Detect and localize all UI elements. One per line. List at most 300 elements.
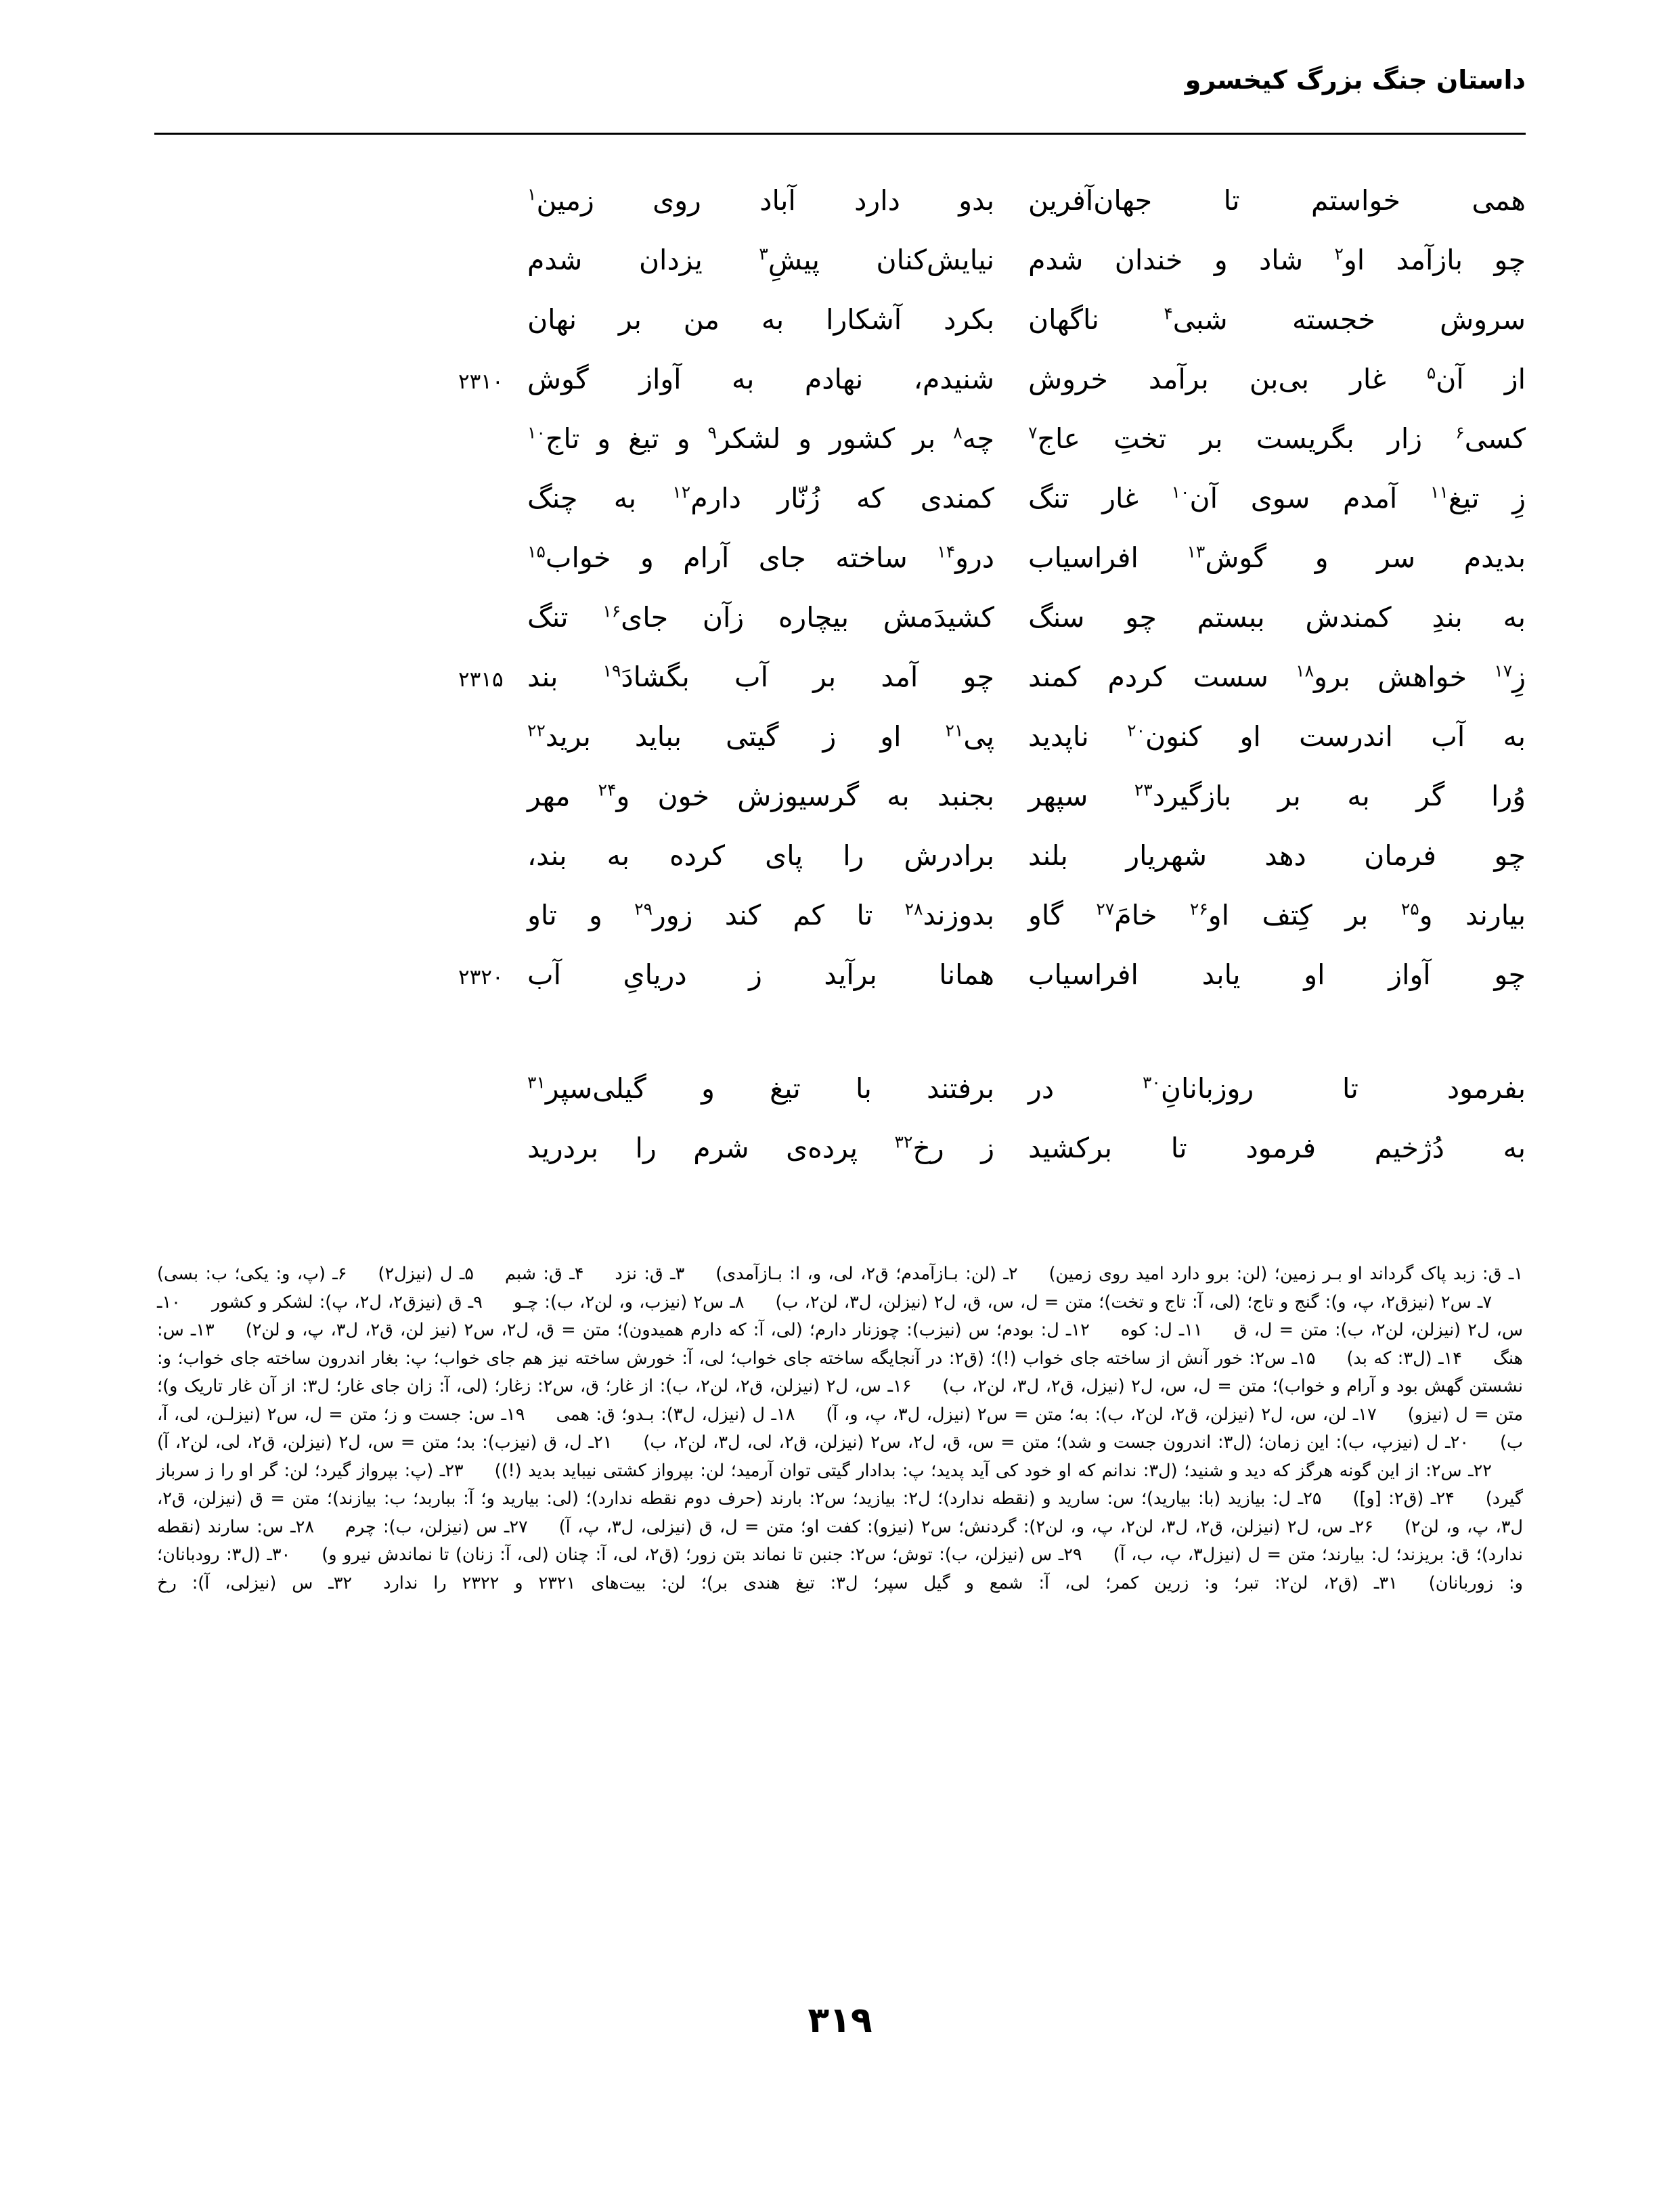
note-marker: ۹ [707, 422, 717, 443]
verse-word: گیتی [726, 720, 779, 753]
note-separator [612, 1429, 643, 1457]
verse-word: برآمد [1148, 363, 1209, 395]
couplet-row [154, 422, 1526, 485]
hemistich-right [1001, 363, 1526, 395]
couplet-row [154, 482, 1526, 544]
verse-word: چو [1125, 601, 1157, 634]
verse-word: ز [981, 1132, 994, 1164]
hemistich-right [1001, 899, 1526, 931]
verse-word: و$^{۲۴}$ [598, 780, 630, 812]
verse-word: تنگ [1028, 482, 1069, 514]
verse-word: درو$^{۱۴}$ [937, 541, 994, 574]
verse-word: زار [1388, 422, 1423, 455]
verse-word: او [880, 720, 902, 753]
verse-word: بفرمود [1446, 1072, 1526, 1105]
verse-word: روزبانانِ$^{۳۰}$ [1142, 1072, 1254, 1105]
note-marker: ۱ [527, 184, 537, 204]
note-separator [684, 1260, 715, 1289]
verse-word: به [613, 482, 637, 514]
note-marker: ۶ [1455, 422, 1465, 443]
verse-word: رخ$^{۳۲}$ [894, 1132, 944, 1164]
verse-word: به [1503, 720, 1526, 753]
verse-word: به [606, 839, 630, 872]
verse-word: و [701, 1072, 715, 1105]
note-separator [795, 1401, 826, 1430]
couplet-row [154, 363, 1526, 425]
verse-word: کرده [669, 839, 726, 872]
critical-apparatus [157, 1260, 1523, 1597]
verse-word: آمدم [1343, 482, 1398, 514]
apparatus-note: ۳۰ـ (ل۳: رودبانان؛ و: زوربانان) [157, 1545, 1523, 1593]
note-separator [911, 1373, 942, 1401]
hemistich-right [1001, 184, 1526, 217]
verse-word: تا [1223, 184, 1240, 217]
verse-word: بندِ [1432, 601, 1463, 634]
hemistich-left [527, 782, 1001, 810]
note-separator [1469, 1429, 1500, 1457]
verse-word: آب [734, 661, 768, 693]
verse-word: خندان [1114, 244, 1183, 276]
note-separator [483, 1289, 514, 1317]
verse-word: بر [1199, 422, 1223, 455]
verse-word: خواهش [1377, 661, 1467, 693]
apparatus-note: ۱۱ـ ل: کوه [1120, 1320, 1203, 1340]
apparatus-note: ۱۹ـ س: جست و ز؛ متن = ل، س۲ (نیزلـن، لی، آ، ب) [157, 1404, 1523, 1453]
verse-word: که [856, 482, 885, 514]
verse-word: افراسیاب [1028, 541, 1139, 574]
note-marker: ۲ [1334, 244, 1344, 264]
verse-word: خون [657, 780, 710, 812]
running-head: داستان جنگ بزرگ کیخسرو [1185, 65, 1526, 95]
verse-word: را [843, 839, 864, 872]
verse-word: بباید [634, 720, 682, 753]
verse-number: ۲۳۱۰ [458, 370, 504, 394]
note-separator [1398, 1570, 1429, 1598]
verse-word: او$^۲$ [1334, 244, 1365, 276]
verse-word: ز [749, 958, 762, 991]
verse-word: آواز [639, 363, 682, 395]
verse-word: بدیدم [1463, 541, 1526, 574]
hemistich-right [1001, 541, 1526, 574]
hemistich-left [527, 363, 1001, 395]
apparatus-note: ۳ـ ق: نزد [615, 1264, 685, 1284]
verse-word: زمین$^۱$ [527, 184, 594, 217]
note-separator [1377, 1401, 1408, 1430]
hemistich-right [1001, 663, 1526, 691]
verse-word: و [597, 422, 611, 455]
verse-word: دریایِ [623, 958, 687, 991]
verse-word: افراسیاب [1028, 958, 1139, 991]
hemistich-left [527, 958, 1001, 991]
verse-word: زِ [1512, 482, 1526, 514]
hemistich-left [527, 839, 1001, 872]
verse-word: کِتف [1262, 899, 1312, 931]
verse-word: من [683, 303, 720, 336]
verse-word: مهر [527, 780, 571, 812]
verse-word: جهان‌آفرین [1028, 184, 1153, 217]
verse-word: چه$^۸$ [953, 422, 994, 455]
hemistich-right [1001, 1072, 1526, 1105]
apparatus-note: ۱۴ـ (ل۳: که بد) [1346, 1348, 1463, 1369]
verse-word: بگشادَ$^{۱۹}$ [602, 661, 690, 693]
note-marker: ۵ [1426, 363, 1436, 383]
apparatus-note: ۱۷ـ لن، س، ل۲ (نیزلن، ق۲، لن۲، ب): به؛ متن = س۲ (نیزل، ل۳، پ، و، آ) [826, 1404, 1377, 1425]
verse-word: یزدان [638, 244, 703, 276]
couplet-row [154, 958, 1526, 1021]
verse-word: تاج$^{۱۰}$ [527, 422, 580, 455]
apparatus-note: ۲۹ـ س (نیزلن، ب): توش؛ س۲: جنبن تا نماند بتن زور؛ (ق۲، لی، آ: چنان (لی، آ: زنان) تا نماندش نیرو و) [322, 1545, 1082, 1565]
verse-word: گر [1416, 780, 1445, 812]
stanza-row [154, 1134, 1526, 1194]
verse-word: دهد [1264, 839, 1306, 872]
note-separator [290, 1541, 322, 1570]
verse-word: و [1214, 244, 1228, 276]
note-marker: ۱۴ [937, 541, 956, 562]
verse-word: شاد [1259, 244, 1304, 276]
verse-word: نهادم [804, 363, 864, 395]
verse-word: چو [963, 661, 994, 693]
verse-word: دارد [854, 184, 900, 217]
verse-word: سست [1193, 661, 1268, 693]
verse-word: برید$^{۲۲}$ [527, 720, 591, 753]
verse-word: بر [618, 303, 642, 336]
verse-word: به [1503, 601, 1526, 634]
verse-word: و [798, 422, 812, 455]
apparatus-note: ۸ـ س۲ (نیزب، و، لن۲، ب): چـو [513, 1291, 745, 1312]
verse-word: پی$^{۲۱}$ [945, 720, 994, 753]
verse-word: کسی$^۶$ [1455, 422, 1526, 455]
apparatus-note: ۱۳ـ س: هنگ [157, 1320, 1523, 1369]
verse-word: او [1239, 720, 1261, 753]
verse-word: دارم$^{۱۲}$ [672, 482, 742, 514]
verse-word: روی [653, 184, 701, 217]
note-separator [1492, 1457, 1523, 1486]
apparatus-note: ۲۲ـ س۲: از این گونه هرگز که دید و شنید؛ (ل۳: ندانم که او خود کی آید پدید؛ پ: بدادار گیتی توان آرمید؛ لن: بپرواز کشتی نیباید بدید (!)) [494, 1460, 1492, 1481]
verse-word: لشکر$^۹$ [707, 422, 781, 455]
verse-word: چو [1494, 839, 1526, 872]
verse-word: ببستم [1197, 601, 1265, 634]
hemistich-left [527, 663, 1001, 691]
note-separator [525, 1401, 556, 1430]
verse-word: گوش$^{۱۳}$ [1187, 541, 1267, 574]
hemistich-left [527, 482, 1001, 514]
verse-word: ساخته [835, 541, 908, 574]
apparatus-note: ۱۵ـ س۲: خور آنش از ساخته جای خواب (!)؛ (ق۲: در آنجایگه ساخته جای خواب؛ لی، آ: خورش ساخته نیز هم جای خواب؛ پ: بغار اندرون ساخته جای خواب؛ و: نشستن گهش بود و آرام و خواب)؛ متن = ل، س، ل۲ (نیزل، ق۲، ل۳، لن۲، ب) [157, 1348, 1524, 1396]
hemistich-left [527, 184, 1001, 217]
hemistich-right [1001, 422, 1526, 455]
verse-word: یابد [1201, 958, 1241, 991]
verse-word: و [676, 422, 690, 455]
verse-word: برو$^{۱۸}$ [1296, 661, 1350, 693]
verse-word: از [1504, 363, 1526, 395]
note-separator [181, 1289, 212, 1317]
note-separator [1018, 1260, 1049, 1289]
verse-word: بازگیرد$^{۲۳}$ [1134, 780, 1232, 812]
hemistich-right [1001, 1134, 1526, 1162]
verse-word: تیغ$^{۱۱}$ [1430, 482, 1480, 514]
verse-word: آواز [1388, 958, 1431, 991]
verse-word: در [1028, 1072, 1055, 1105]
note-marker: ۲۸ [904, 899, 923, 919]
verse-word: بر [813, 661, 837, 693]
verse-word: خواب$^{۱۵}$ [527, 541, 611, 574]
verse-word: بازآمد [1396, 244, 1463, 276]
verse-word: کردم [1107, 661, 1166, 693]
verse-word: شرم [693, 1132, 749, 1164]
note-separator [583, 1260, 615, 1289]
note-marker: ۳۲ [894, 1132, 913, 1152]
verse-word: آرام [683, 541, 730, 574]
verse-word: آب [1431, 720, 1465, 753]
note-marker: ۳۰ [1142, 1072, 1161, 1092]
hemistich-right [1001, 782, 1526, 810]
verse-word: سروش [1440, 303, 1526, 336]
verse-word: گیلی‌سپر$^{۳۱}$ [527, 1072, 646, 1105]
verse-word: زُنّار [777, 482, 820, 514]
apparatus-note: ۹ـ ق (نیزق۲، ل۲، پ): لشکر و کشور [211, 1291, 483, 1312]
verse-word: چو [1494, 244, 1526, 276]
verse-word: را [635, 1132, 657, 1164]
couplet-list [154, 184, 1526, 1021]
verse-word: اندرست [1299, 720, 1393, 753]
note-separator [314, 1513, 345, 1542]
hemistich-left [527, 1134, 1001, 1162]
verse-word: و [1314, 541, 1329, 574]
verse-word: خروش [1028, 363, 1108, 395]
couplet-row [154, 246, 1526, 306]
hemistich-left [527, 422, 1001, 455]
note-marker: ۳۱ [527, 1072, 546, 1092]
verse-word: دُژخیم [1374, 1132, 1444, 1164]
verse-word: آمد [881, 661, 919, 693]
stanza-gap [154, 1021, 1526, 1075]
verse-word: بردرید [527, 1132, 599, 1164]
note-marker: ۲۴ [598, 780, 617, 800]
note-marker: ۳ [759, 244, 768, 264]
note-separator [1455, 1485, 1486, 1513]
apparatus-note: ۱۲ـ ل: بودم؛ س (نیزب): چوزنار دارم؛ (لی، آ: که دارم همیدون)؛ متن = ق، ل۲، س۲ (نیز لن، ق۲، ل۳، پ، و لن۲) [245, 1320, 1090, 1340]
note-separator [474, 1260, 505, 1289]
verse-word: شنیدم، [913, 363, 994, 395]
verse-word: او [1304, 958, 1325, 991]
verse-word: همانا [939, 958, 994, 991]
verse-word: تا [856, 899, 873, 931]
verse-word: کند [724, 899, 761, 931]
stanza-row [154, 1072, 1526, 1134]
verse-word: پرده‌ی [786, 1132, 858, 1164]
note-separator [1322, 1485, 1353, 1513]
apparatus-note: ۲۳ـ (پ: بپرواز گیرد؛ لن: گر او را ز سرباز گیرد) [157, 1460, 1524, 1509]
apparatus-note: ۲ـ (لن: بـازآمدم؛ ق۲، لی، و، ا: بـازآمدی) [715, 1264, 1018, 1284]
note-marker: ۱۵ [527, 541, 546, 562]
note-marker: ۱۰ [1171, 482, 1190, 502]
verse-word: آباد [759, 184, 796, 217]
note-marker: ۱۲ [672, 482, 691, 502]
couplet-row [154, 839, 1526, 902]
hemistich-left [527, 541, 1001, 574]
verse-word: گاو [1028, 899, 1063, 931]
apparatus-note: ۳۱ـ (ق۲، لن۲: تبر؛ و: زرین کمر؛ لی، آ: شمع و گیل سپر؛ ل۳: تیغ هندی بر)؛ لن: بیت‌های ۲۳۲۱ و ۲۳۲۲ را ندارد [383, 1572, 1398, 1593]
note-separator [1090, 1317, 1121, 1345]
verse-word: بدو [958, 184, 994, 217]
verse-word: فرمود [1245, 1132, 1317, 1164]
hemistich-left [527, 601, 1001, 634]
note-separator [1203, 1317, 1234, 1345]
verse-word: و [640, 541, 654, 574]
note-separator [1373, 1513, 1405, 1542]
apparatus-note: ۱۰ـ س، ل۲ (نیزلن، لن۲، ب): متن = ل، ق [157, 1291, 1524, 1340]
verse-word: چنگ [527, 482, 578, 514]
verse-number: ۲۳۲۰ [458, 965, 504, 990]
verse-word: آن$^۵$ [1426, 363, 1464, 395]
verse-word: بلند [1028, 839, 1068, 872]
apparatus-note: ۳۲ـ س (نیزلی، آ): رخ [157, 1572, 353, 1593]
hemistich-right [1001, 839, 1526, 872]
couplet-row [154, 899, 1526, 961]
verse-word: تنگ [527, 601, 569, 634]
verse-word: بگریست [1256, 422, 1354, 455]
apparatus-note: ۲۰ـ ل (نیزپ، ب): این زمان؛ (ل۳: اندرون جست و شد)؛ متن = س، ق، ل۲، س۲ (نیزلن، ق۲، لی، ل۳، لن۲، ب) [643, 1432, 1469, 1453]
verse-word: نیایش‌کنان [876, 244, 994, 276]
verse-word: خجسته [1292, 303, 1375, 336]
verse-area [154, 184, 1526, 1194]
verse-word: کمند [1028, 661, 1081, 693]
verse-word: پیشِ$^۳$ [759, 244, 820, 276]
note-marker: ۲۷ [1096, 899, 1115, 919]
verse-word: زآن [702, 601, 745, 634]
verse-word: بر [1345, 899, 1369, 931]
verse-word: برادرش [904, 839, 994, 872]
verse-word: بدوزند$^{۲۸}$ [904, 899, 994, 931]
couplet-row [154, 184, 1526, 246]
couplet-row [154, 663, 1526, 723]
verse-word: نهان [527, 303, 577, 336]
hemistich-left [527, 899, 1001, 931]
page-number: ۳۱۹ [808, 2000, 872, 2041]
note-marker: ۷ [1028, 422, 1038, 443]
note-marker: ۱۹ [602, 661, 621, 681]
verse-word: تاو [527, 899, 557, 931]
verse-word: برفتند [927, 1072, 994, 1105]
note-separator [744, 1289, 775, 1317]
verse-word: سنگ [1028, 601, 1085, 634]
verse-word: ناپدید [1028, 720, 1089, 753]
header-rule [154, 133, 1526, 135]
apparatus-note: ۲۵ـ ل: بیازید (با: بیارید)؛ س: سارید و (نقطه ندارد)؛ ل۲: بیازید؛ س۲: بارند (حرف دوم نقطه ندارد)؛ (لی: بیارید و؛ آ: بباربد؛ ب: بیازند)؛ متن = ق (نیزلن، ق۲، ل۳، پ، و، لن۲) [157, 1488, 1523, 1537]
verse-word: سوی [1250, 482, 1310, 514]
note-marker: ۱۰ [527, 422, 546, 443]
note-marker: ۲۰ [1127, 720, 1146, 740]
note-marker: ۲۲ [527, 720, 546, 740]
verse-word: تا [1342, 1072, 1358, 1105]
verse-word: غار [1102, 482, 1139, 514]
verse-word: زور$^{۲۹}$ [634, 899, 693, 931]
note-marker: ۲۹ [634, 899, 653, 919]
apparatus-note: ۶ـ (پ، و: یکی؛ ب: بسی) [157, 1264, 347, 1284]
apparatus-note: ۱۶ـ س، ل۲ (نیزلن، ق۲، لن۲، ب): از غار؛ ق، س۲: زغار؛ (لی، آ: زان جای غار؛ ل۳: از آن غار تاریک و)؛ متن = ل (نیزو) [157, 1376, 1523, 1425]
apparatus-note: ۷ـ س۲ (نیزق۲، پ، و): گنج و تاج؛ (لی، آ: تاج و تخت)؛ متن = ل، س، ق، ل۲ (نیزلن، ل۳، لن۲، ب) [775, 1291, 1493, 1312]
note-separator [1315, 1345, 1346, 1373]
hemistich-left [527, 1072, 1001, 1105]
verse-word: گرسیوزش [737, 780, 860, 812]
verse-word: شبی$^۴$ [1164, 303, 1228, 336]
verse-word: بر [912, 422, 936, 455]
hemistich-left [527, 246, 1001, 274]
verse-word: کنون$^{۲۰}$ [1127, 720, 1202, 753]
verse-word: کشور [829, 422, 896, 455]
note-separator [528, 1513, 559, 1542]
note-separator [1492, 1289, 1523, 1317]
note-separator [215, 1317, 246, 1345]
hemistich-right [1001, 303, 1526, 336]
hemistich-right [1001, 720, 1526, 753]
verse-word: به [1503, 1132, 1526, 1164]
verse-word: برکشید [1028, 1132, 1113, 1164]
verse-word: کم [793, 899, 825, 931]
note-marker: ۱۷ [1494, 661, 1513, 681]
hemistich-right [1001, 958, 1526, 991]
verse-word: وُرا [1491, 780, 1526, 812]
verse-word: چو [1494, 958, 1526, 991]
verse-word: او$^{۲۶}$ [1189, 899, 1229, 931]
hemistich-left [527, 720, 1001, 753]
verse-number: ۲۳۱۵ [458, 667, 504, 692]
verse-word: به [761, 303, 784, 336]
verse-word: غار [1350, 363, 1386, 395]
note-separator [1082, 1541, 1113, 1570]
verse-word: بیارند [1465, 899, 1526, 931]
hemistich-right [1001, 246, 1526, 274]
apparatus-note: ۴ـ ق: شبم [505, 1264, 584, 1284]
apparatus-note: ۲۸ـ س: سارند (نقطه ندارد)؛ ق: بریزند؛ ل: بیارند؛ متن = ل (نیزل۳، پ، ب، آ) [157, 1516, 1524, 1565]
verse-word: خواستم [1311, 184, 1400, 217]
verse-word: با [855, 1072, 872, 1105]
verse-word: شهریار [1126, 839, 1207, 872]
verse-word: آشکارا [826, 303, 902, 336]
note-marker: ۲۶ [1189, 899, 1208, 919]
note-separator [1462, 1345, 1493, 1373]
verse-word: سر [1377, 541, 1416, 574]
verse-word: بجنبد [937, 780, 994, 812]
verse-word: به [732, 363, 755, 395]
note-marker: ۲۳ [1134, 780, 1153, 800]
apparatus-note: ۲۶ـ س، ل۲ (نیزلن، ق۲، ل۳، لن۲، پ، و، لن۲): گردنش؛ س۲ (نیزو): کفت او؛ متن = ل، ق (نیزلی، ل۳، پ، آ) [558, 1516, 1373, 1537]
verse-word: فرمان [1364, 839, 1437, 872]
verse-word: پای [765, 839, 803, 872]
verse-word: کشیدَمش [883, 601, 994, 634]
verse-word: همی [1472, 184, 1526, 217]
verse-word: آب [527, 958, 562, 991]
verse-word: سپهر [1028, 780, 1088, 812]
note-marker: ۴ [1164, 303, 1173, 324]
apparatus-note: ۲۱ـ ل، ق (نیزب): بد؛ متن = س، ل۲ (نیزلن، ق۲، لی، لن۲، آ) [157, 1432, 613, 1453]
couplet-row [154, 303, 1526, 366]
note-separator [347, 1260, 378, 1289]
verse-word: بیچاره [778, 601, 849, 634]
note-marker: ۸ [953, 422, 963, 443]
verse-word: آن$^{۱۰}$ [1171, 482, 1218, 514]
hemistich-right [1001, 482, 1526, 514]
verse-word: و$^{۲۵}$ [1400, 899, 1433, 931]
verse-word: تا [1170, 1132, 1187, 1164]
couplet-row [154, 782, 1526, 842]
verse-word: جای [758, 541, 806, 574]
verse-word: تیغ [770, 1072, 801, 1105]
verse-word: و [589, 899, 602, 931]
apparatus-note: ۲۷ـ س (نیزلن، ب): چرم [345, 1516, 528, 1537]
stanza-list [154, 1072, 1526, 1194]
note-separator [352, 1570, 383, 1598]
